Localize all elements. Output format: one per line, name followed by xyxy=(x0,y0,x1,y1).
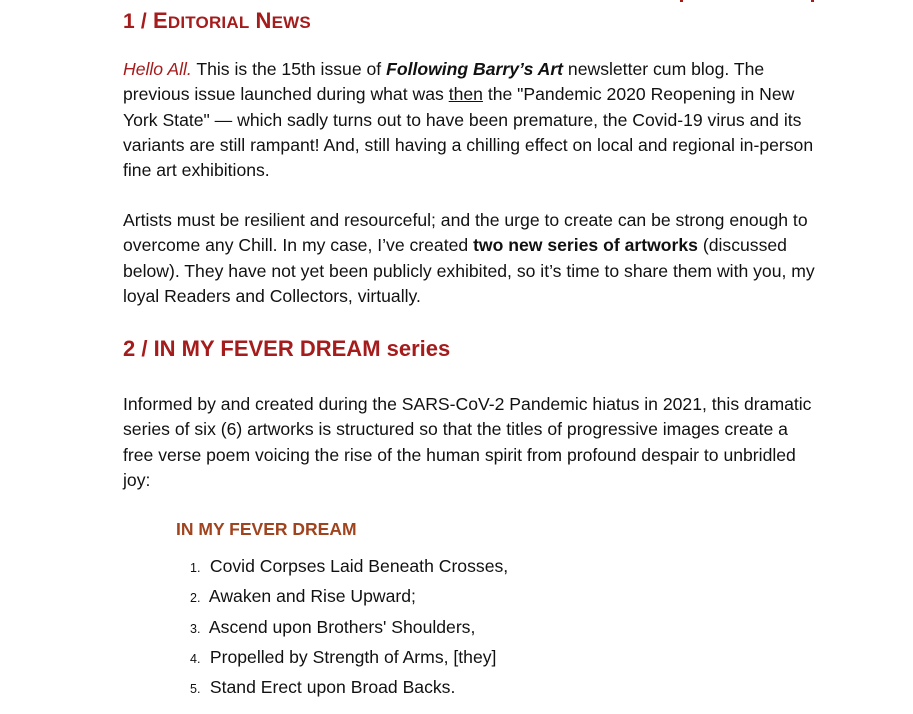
line-text: Covid Corpses Laid Beneath Crosses, xyxy=(209,556,509,576)
artists-paragraph xyxy=(123,208,823,309)
line-number: 1. xyxy=(190,561,201,575)
section-1-heading xyxy=(123,8,311,34)
poem-line xyxy=(190,647,508,677)
intro-text-1: This is the 15th issue of xyxy=(191,59,387,79)
greeting: Hello All. xyxy=(123,59,192,79)
poem-line xyxy=(190,586,508,616)
series-paragraph: Informed by and created during the SARS-CoV-2 Pandemic hiatus in 2021, this dramatic series of six (6) artworks is structured so that the titles of progressive images create a free verse poem voicing the rise of the human spirit from profound despair to unbridled joy: xyxy=(123,394,812,490)
poem-line xyxy=(190,556,508,586)
editorial-rest: DITORIAL xyxy=(167,13,250,32)
intro-paragraph xyxy=(123,57,823,183)
cropped-heading-mark xyxy=(680,0,683,2)
editorial-initial: E xyxy=(152,8,168,33)
poem-line xyxy=(190,677,508,707)
line-text: Ascend upon Brothers' Shoulders, xyxy=(208,616,476,637)
line-number: 2. xyxy=(190,591,201,606)
newsletter-title: Following Barry’s Art xyxy=(386,59,564,79)
news-rest: EWS xyxy=(271,13,311,32)
poem-line xyxy=(190,617,508,647)
new-series-bold: two new series of artworks xyxy=(473,235,698,256)
line-number: 3. xyxy=(190,621,201,636)
artists-text-2: (discussed below). They have not yet been publicly exhibited, so it’s time to share them with you, my loyal Readers and Collectors, virtually. xyxy=(123,235,815,306)
line-number: 5. xyxy=(190,682,201,697)
line-text: Propelled by Strength of Arms, [they] xyxy=(209,646,497,667)
intro-text-2: newsletter cum blog. The previous issue launched during what was xyxy=(123,59,765,105)
artists-text-1: Artists must be resilient and resourceful; and the urge to create can be strong enough to overcome any Chill. In my case, I’ve created xyxy=(123,210,808,256)
section-2-heading: 2 / IN MY FEVER DREAM series xyxy=(123,336,451,361)
then-underlined: then xyxy=(448,84,483,105)
poem-list xyxy=(190,556,508,707)
line-text: Stand Erect upon Broad Backs. xyxy=(209,677,456,698)
line-number: 4. xyxy=(190,651,201,666)
news-initial: N xyxy=(255,8,272,33)
section-1-number: 1 / xyxy=(123,10,153,33)
poem-title: IN MY FEVER DREAM xyxy=(176,519,357,539)
cropped-heading-mark xyxy=(811,0,814,2)
intro-text-3: the "Pandemic 2020 Reopening in New York State" — which sadly turns out to have been premature, the Covid-19 virus and its variants are still rampant! And, still having a chilling effect on local and regional in-person fine art exhibitions. xyxy=(123,84,814,181)
line-text: Awaken and Rise Upward; xyxy=(208,586,416,607)
